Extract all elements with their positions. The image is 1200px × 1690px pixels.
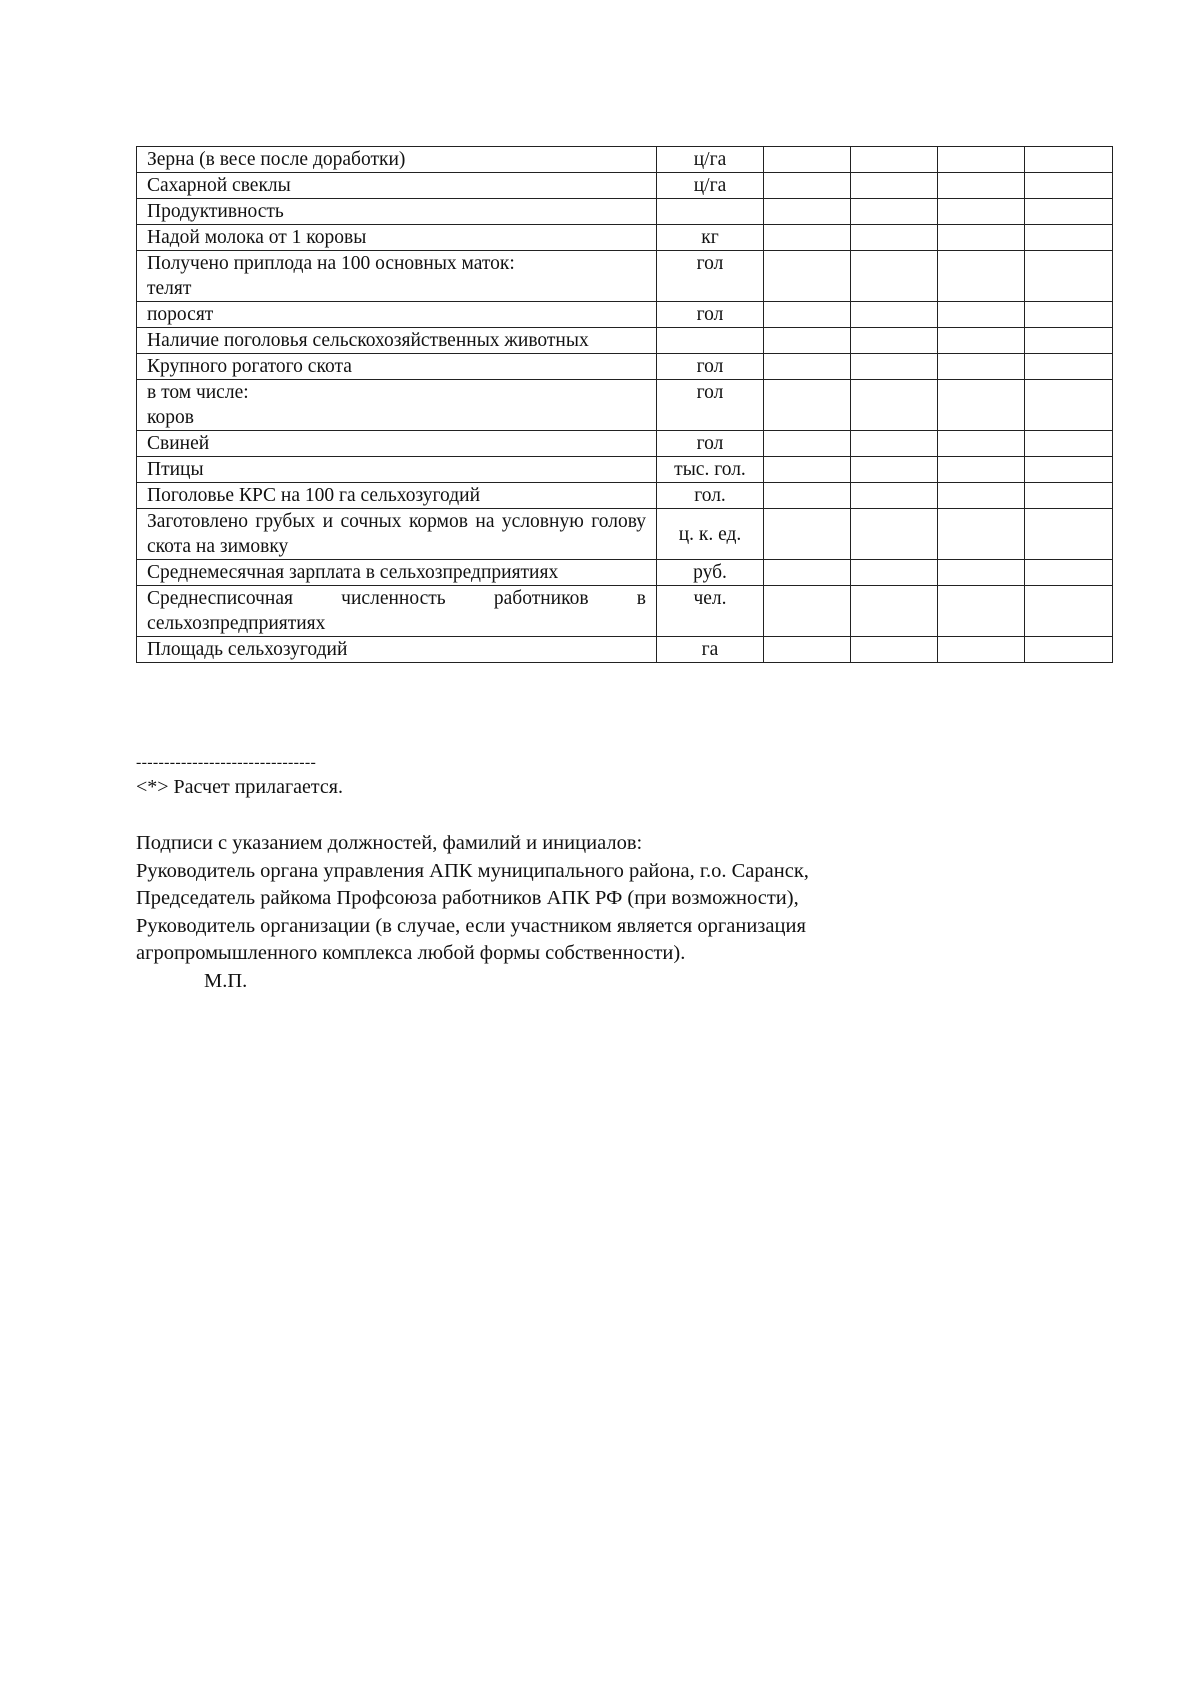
- signature-line: Руководитель организации (в случае, если участником является организация: [136, 914, 806, 937]
- row-unit: га: [657, 637, 764, 663]
- value-cell: [764, 431, 851, 457]
- row-label: Птицы: [137, 457, 657, 483]
- value-cell: [764, 302, 851, 328]
- value-cell: [764, 637, 851, 663]
- table-row: [137, 380, 1113, 431]
- value-cell: [938, 199, 1025, 225]
- table-row: [137, 637, 1113, 663]
- table-row: [137, 560, 1113, 586]
- table-row: [137, 225, 1113, 251]
- stamp-mark: М.П.: [204, 969, 248, 992]
- value-cell: [764, 225, 851, 251]
- row-unit: ц. к. ед.: [657, 509, 764, 560]
- footnote-text: <*> Расчет прилагается.: [136, 776, 343, 798]
- signatures-block: [136, 830, 936, 995]
- value-cell: [764, 354, 851, 380]
- value-cell: [938, 509, 1025, 560]
- table-row: [137, 147, 1113, 173]
- value-cell: [851, 637, 938, 663]
- value-cell: [938, 380, 1025, 431]
- row-unit: гол: [657, 302, 764, 328]
- value-cell: [938, 225, 1025, 251]
- value-cell: [764, 457, 851, 483]
- value-cell: [938, 173, 1025, 199]
- table-row: [137, 586, 1113, 637]
- value-cell: [938, 302, 1025, 328]
- row-unit: [657, 328, 764, 354]
- indicators-table: [136, 146, 1113, 663]
- row-label: [137, 251, 657, 302]
- row-unit: гол: [657, 354, 764, 380]
- value-cell: [851, 509, 938, 560]
- value-cell: [851, 147, 938, 173]
- row-label: Крупного рогатого скота: [137, 354, 657, 380]
- value-cell: [851, 431, 938, 457]
- signature-line: Председатель райкома Профсоюза работников АПК РФ (при возможности),: [136, 887, 799, 909]
- row-unit: ц/га: [657, 173, 764, 199]
- value-cell: [1025, 199, 1113, 225]
- row-unit: гол: [657, 380, 764, 431]
- footnote-divider: --------------------------------: [136, 754, 317, 771]
- value-cell: [764, 483, 851, 509]
- value-cell: [1025, 457, 1113, 483]
- value-cell: [1025, 483, 1113, 509]
- row-unit: кг: [657, 225, 764, 251]
- value-cell: [851, 302, 938, 328]
- value-cell: [851, 457, 938, 483]
- row-unit: ц/га: [657, 147, 764, 173]
- row-label-subline: коров: [147, 407, 194, 428]
- value-cell: [1025, 173, 1113, 199]
- value-cell: [851, 251, 938, 302]
- value-cell: [764, 251, 851, 302]
- value-cell: [938, 354, 1025, 380]
- value-cell: [764, 147, 851, 173]
- row-unit: чел.: [657, 586, 764, 637]
- value-cell: [938, 457, 1025, 483]
- row-unit: [657, 199, 764, 225]
- row-unit: тыс. гол.: [657, 457, 764, 483]
- table-row: [137, 354, 1113, 380]
- row-label: Зерна (в весе после доработки): [137, 147, 657, 173]
- table-row: [137, 431, 1113, 457]
- signature-line: Руководитель органа управления АПК муниципального района, г.о. Саранск,: [136, 859, 809, 882]
- value-cell: [851, 560, 938, 586]
- value-cell: [1025, 147, 1113, 173]
- value-cell: [851, 199, 938, 225]
- value-cell: [851, 380, 938, 431]
- value-cell: [1025, 251, 1113, 302]
- row-label: Среднесписочная численность работников в сельхозпредприятиях: [137, 586, 657, 637]
- value-cell: [851, 225, 938, 251]
- value-cell: [764, 509, 851, 560]
- value-cell: [938, 560, 1025, 586]
- table-row: [137, 328, 1113, 354]
- value-cell: [938, 483, 1025, 509]
- row-unit: гол: [657, 251, 764, 302]
- table-row: [137, 302, 1113, 328]
- value-cell: [764, 173, 851, 199]
- signature-line: агропромышленного комплекса любой формы собственности).: [136, 942, 686, 964]
- value-cell: [1025, 302, 1113, 328]
- value-cell: [1025, 431, 1113, 457]
- value-cell: [1025, 509, 1113, 560]
- row-label-line: Получено приплода на 100 основных маток:: [147, 253, 515, 274]
- value-cell: [851, 586, 938, 637]
- value-cell: [938, 637, 1025, 663]
- row-label: поросят: [137, 302, 657, 328]
- row-label: Площадь сельхозугодий: [137, 637, 657, 663]
- row-label-line: в том числе:: [147, 382, 249, 403]
- row-label: Надой молока от 1 коровы: [137, 225, 657, 251]
- value-cell: [764, 199, 851, 225]
- value-cell: [1025, 637, 1113, 663]
- value-cell: [1025, 225, 1113, 251]
- row-unit: руб.: [657, 560, 764, 586]
- signatures-heading: Подписи с указанием должностей, фамилий и инициалов:: [136, 832, 643, 854]
- table-row: [137, 199, 1113, 225]
- value-cell: [938, 586, 1025, 637]
- value-cell: [764, 586, 851, 637]
- value-cell: [764, 560, 851, 586]
- value-cell: [1025, 380, 1113, 431]
- value-cell: [938, 328, 1025, 354]
- row-label: Поголовье КРС на 100 га сельхозугодий: [137, 483, 657, 509]
- value-cell: [764, 328, 851, 354]
- value-cell: [851, 354, 938, 380]
- value-cell: [1025, 354, 1113, 380]
- row-label: Среднемесячная зарплата в сельхозпредприятиях: [137, 560, 657, 586]
- value-cell: [851, 483, 938, 509]
- value-cell: [1025, 328, 1113, 354]
- table-row: [137, 483, 1113, 509]
- value-cell: [938, 431, 1025, 457]
- row-label: Заготовлено грубых и сочных кормов на условную голову скота на зимовку: [137, 509, 657, 560]
- value-cell: [851, 328, 938, 354]
- row-unit: гол.: [657, 483, 764, 509]
- value-cell: [764, 380, 851, 431]
- table-row: [137, 509, 1113, 560]
- table-row: [137, 173, 1113, 199]
- row-label-subline: телят: [147, 278, 192, 299]
- value-cell: [1025, 560, 1113, 586]
- value-cell: [851, 173, 938, 199]
- table-row: [137, 251, 1113, 302]
- value-cell: [1025, 586, 1113, 637]
- row-label: Наличие поголовья сельскохозяйственных животных: [137, 328, 657, 354]
- table-row: [137, 457, 1113, 483]
- row-label: [137, 380, 657, 431]
- row-label: Продуктивность: [137, 199, 657, 225]
- row-label: Сахарной свеклы: [137, 173, 657, 199]
- row-unit: гол: [657, 431, 764, 457]
- value-cell: [938, 147, 1025, 173]
- row-label: Свиней: [137, 431, 657, 457]
- value-cell: [938, 251, 1025, 302]
